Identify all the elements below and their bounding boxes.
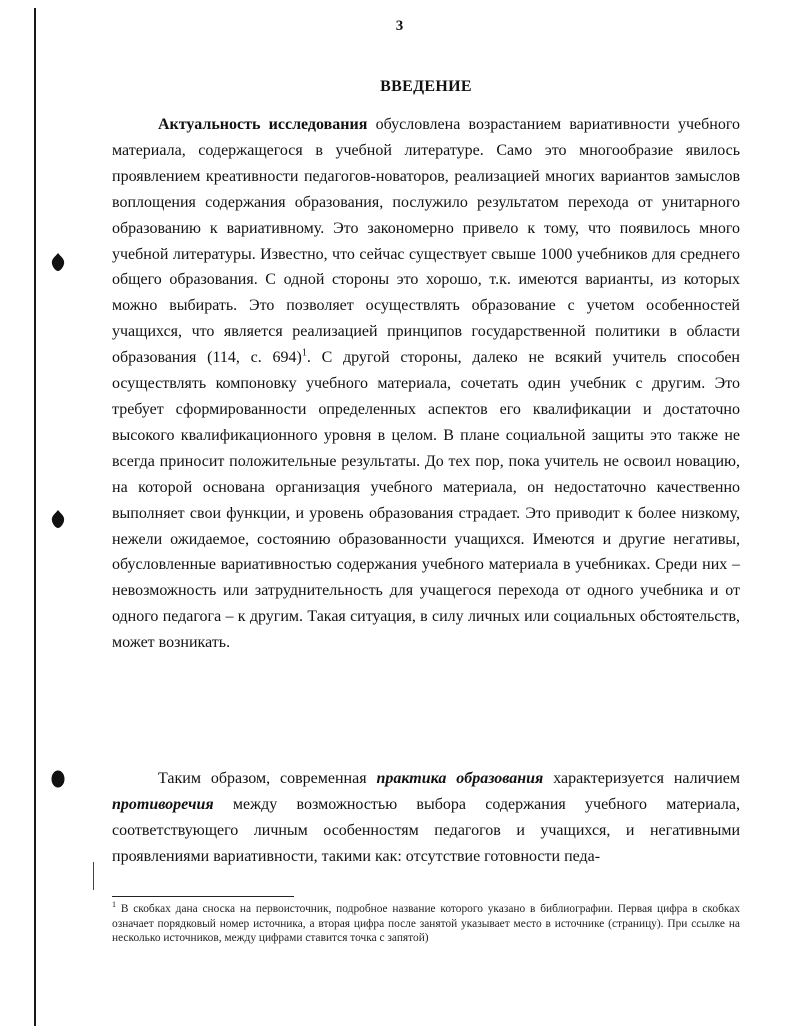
paragraph-text: характеризуется наличием: [543, 770, 740, 787]
punch-hole-icon: [51, 510, 65, 528]
paragraph-relevance: [112, 112, 740, 656]
paragraph-contradiction: [112, 766, 740, 870]
lead-term: Актуальность исследования: [158, 116, 368, 133]
paragraph-text: Таким образом, современная: [158, 770, 377, 787]
paragraph-text: между возможностью выбора содержания учебного материала, соответствующего личным особенностям педагогов и учащихся, и негативными проявлениями вариативности, такими как: отсутствие готовности педа-: [112, 795, 740, 865]
scan-mark: [34, 688, 36, 704]
scan-border-line: [34, 8, 36, 1026]
footnote-reference: 1: [301, 347, 307, 359]
punch-hole-icon: [51, 253, 65, 271]
punch-hole-icon: [51, 770, 65, 788]
scan-mark: [34, 726, 36, 740]
footnote: [112, 902, 740, 946]
footnote-marker: 1: [112, 900, 116, 910]
emphasis-term: практика образования: [376, 770, 544, 787]
emphasis-term: противоречия: [112, 795, 214, 813]
paragraph-text: обусловлена возрастанием вариативности учебного материала, содержащегося в учебной литературе. Само это многообразие явилось проявлением креативности педагогов-новаторов, реализацией многих вариантов замыслов воплощения содержания образования, послужило результатом перехода от унитарного образованию к вариативному. Это закономерно привело к тому, что появилось много учебной литературы. Известно, что сейчас существует свыше 1000 учебников для среднего общего образования. С одной стороны это хорошо, т.к. имеются варианты, из которых можно выбирать. Это позволяет осуществлять образование с учетом особенностей учащихся, что является реализацией принципов государственной политики в области образования (114, с. 694): [112, 116, 740, 367]
paragraph-text: . С другой стороны, далеко не всякий учитель способен осуществлять компоновку учебного материала, сочетать один учебник с другим. Это требует сформированности определенных аспектов его квалификации и достаточно высокого квалификационного уровня в целом. В плане социальной защиты это также не всегда приносит положительные результаты. До тех пор, пока учитель не освоил новацию, на которой основана организация учебного материала, он недостаточно качественно выполняет свои функции, и уровень образования страдает. Это приводит к более низкому, нежели ожидаемое, состоянию образованности учащихся. Имеются и другие негативы, обусловленные вариативностью содержания учебного материала в учебниках. Среди них – невозможность или затруднительность для учащегося перехода от одного учебника и от одного педагога – к другим. Такая ситуация, в силу личных или социальных обстоятельств, может возникать.: [112, 349, 740, 652]
margin-mark: [93, 862, 94, 890]
section-heading: ВВЕДЕНИЕ: [380, 78, 472, 95]
footnote-divider: [112, 896, 294, 897]
footnote-text: В скобках дана сноска на первоисточник, подробное название которого указано в библиографии. Первая цифра в скобках означает порядковый номер источника, а вторая цифра после занятой указывает место в источнике (страницу). При ссылке на несколько источников, между цифрами ставится точка с запятой): [112, 903, 740, 945]
page-number: 3: [395, 18, 404, 34]
